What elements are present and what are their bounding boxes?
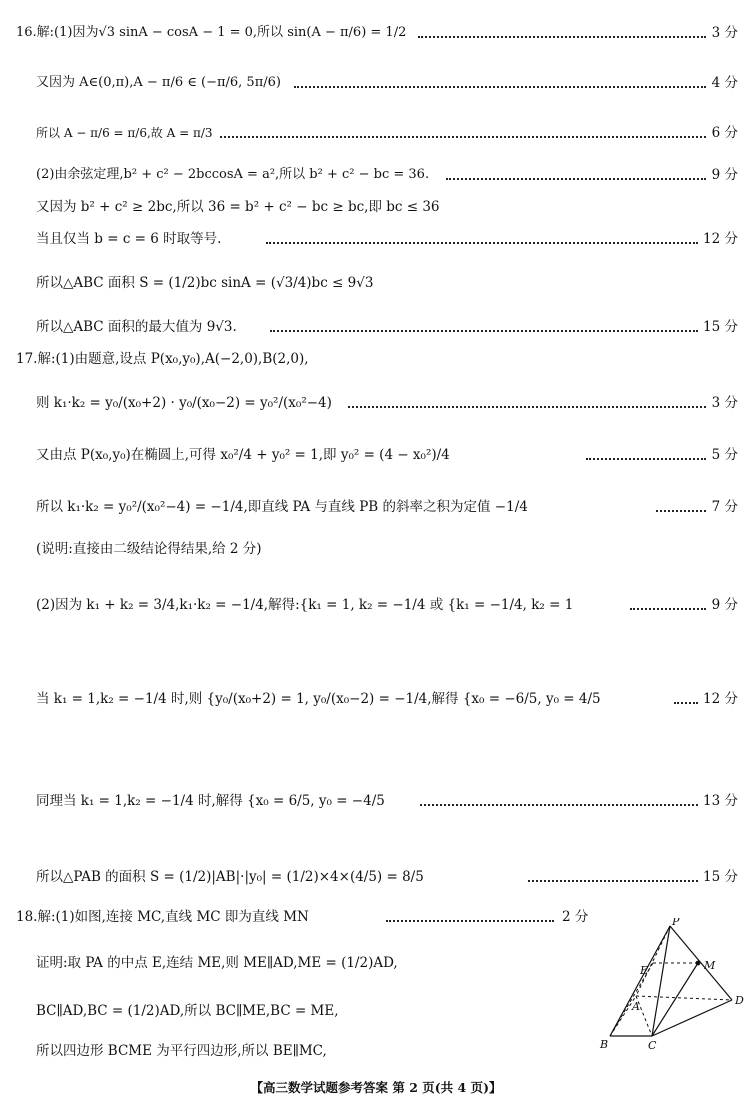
score-label: 9 分 xyxy=(711,597,738,613)
dot-leader xyxy=(528,880,698,882)
dot-leader xyxy=(220,136,706,138)
dot-leader xyxy=(348,406,706,408)
line-text: 又因为 A∈(0,π),A − π/6 ∈ (−π/6, 5π/6) xyxy=(36,75,281,90)
score-label: 7 分 xyxy=(711,499,738,515)
line-text: 当且仅当 b = c = 6 时取等号. xyxy=(36,231,222,247)
line-text: 当 k₁ = 1,k₂ = −1/4 时,则 {y₀/(x₀+2) = 1, y₀/(x₀−2) = −1/4,解得 {x₀ = −6/5, y₀ = 4/5 xyxy=(36,691,601,707)
score-label: 3 分 xyxy=(711,25,738,41)
score-label: 2 分 xyxy=(562,909,589,925)
score-label: 15 分 xyxy=(703,319,738,335)
score-label: 13 分 xyxy=(703,793,738,809)
line-text: 17.解:(1)由题意,设点 P(x₀,y₀),A(−2,0),B(2,0), xyxy=(16,351,309,367)
dot-leader xyxy=(674,702,698,704)
line-text: 所以△PAB 的面积 S = (1/2)|AB|·|y₀| = (1/2)×4×(4/5) = 8/5 xyxy=(36,869,424,885)
dot-leader xyxy=(630,608,706,610)
score-label: 12 分 xyxy=(703,691,738,707)
dot-leader xyxy=(446,178,706,180)
line-text: 所以△ABC 面积的最大值为 9√3. xyxy=(36,319,237,335)
line-text: (2)由余弦定理,b² + c² − 2bccosA = a²,所以 b² + c² − bc = 36. xyxy=(36,167,430,182)
label-a: A xyxy=(632,1000,640,1013)
line-text: 同理当 k₁ = 1,k₂ = −1/4 时,解得 {x₀ = 6/5, y₀ = −4/5 xyxy=(36,793,385,809)
line-text: BC∥AD,BC = (1/2)AD,所以 BC∥ME,BC = ME, xyxy=(36,1003,339,1019)
page-footer: 【高三数学试题参考答案 第 2 页(共 4 页)】 xyxy=(250,1080,502,1095)
line-text: (2)因为 k₁ + k₂ = 3/4,k₁·k₂ = −1/4,解得:{k₁ = 1, k₂ = −1/4 或 {k₁ = −1/4, k₂ = 1 xyxy=(36,597,574,613)
dot-leader xyxy=(586,458,706,460)
score-label: 4 分 xyxy=(711,75,738,91)
line-text: 又由点 P(x₀,y₀)在椭圆上,可得 x₀²/4 + y₀² = 1,即 y₀² = (4 − x₀²)/4 xyxy=(36,447,450,463)
label-d: D xyxy=(735,994,744,1007)
pyramid-figure xyxy=(596,918,746,1068)
dot-leader xyxy=(386,920,554,922)
edge-ad-hidden xyxy=(636,996,732,1000)
line-text: 所以 k₁·k₂ = y₀²/(x₀²−4) = −1/4,即直线 PA 与直线 PB 的斜率之积为定值 −1/4 xyxy=(36,499,528,515)
line-text: 所以 A − π/6 = π/6,故 A = π/3 xyxy=(36,126,213,140)
dot-leader xyxy=(418,36,706,38)
dot-leader xyxy=(294,86,706,88)
dot-leader xyxy=(270,330,698,332)
score-label: 5 分 xyxy=(711,447,738,463)
line-text: 则 k₁·k₂ = y₀/(x₀+2) · y₀/(x₀−2) = y₀²/(x₀²−4) xyxy=(36,395,332,411)
line-text: 16.解:(1)因为√3 sinA − cosA − 1 = 0,所以 sin(A − π/6) = 1/2 xyxy=(16,25,407,40)
line-text: (说明:直接由二级结论得结果,给 2 分) xyxy=(36,541,262,557)
label-m: M xyxy=(704,959,716,972)
dot-leader xyxy=(420,804,698,806)
score-label: 15 分 xyxy=(703,869,738,885)
line-text: 所以△ABC 面积 S = (1/2)bc sinA = (√3/4)bc ≤ 9√3 xyxy=(36,275,374,291)
label-c: C xyxy=(648,1039,657,1052)
dot-leader xyxy=(656,510,706,512)
line-text: 又因为 b² + c² ≥ 2bc,所以 36 = b² + c² − bc ≥ bc,即 bc ≤ 36 xyxy=(36,199,440,215)
label-p: P xyxy=(672,918,680,928)
score-label: 9 分 xyxy=(711,167,738,183)
score-label: 12 分 xyxy=(703,231,738,247)
line-text: 所以四边形 BCME 为平行四边形,所以 BE∥MC, xyxy=(36,1043,327,1059)
score-label: 6 分 xyxy=(711,125,738,141)
line-text: 18.解:(1)如图,连接 MC,直线 MC 即为直线 MN xyxy=(16,909,309,925)
label-e: E xyxy=(640,964,649,977)
label-b: B xyxy=(600,1038,609,1051)
point-m xyxy=(696,961,701,966)
score-label: 3 分 xyxy=(711,395,738,411)
dot-leader xyxy=(266,242,698,244)
line-text: 证明:取 PA 的中点 E,连结 ME,则 ME∥AD,ME = (1/2)AD, xyxy=(36,955,398,971)
